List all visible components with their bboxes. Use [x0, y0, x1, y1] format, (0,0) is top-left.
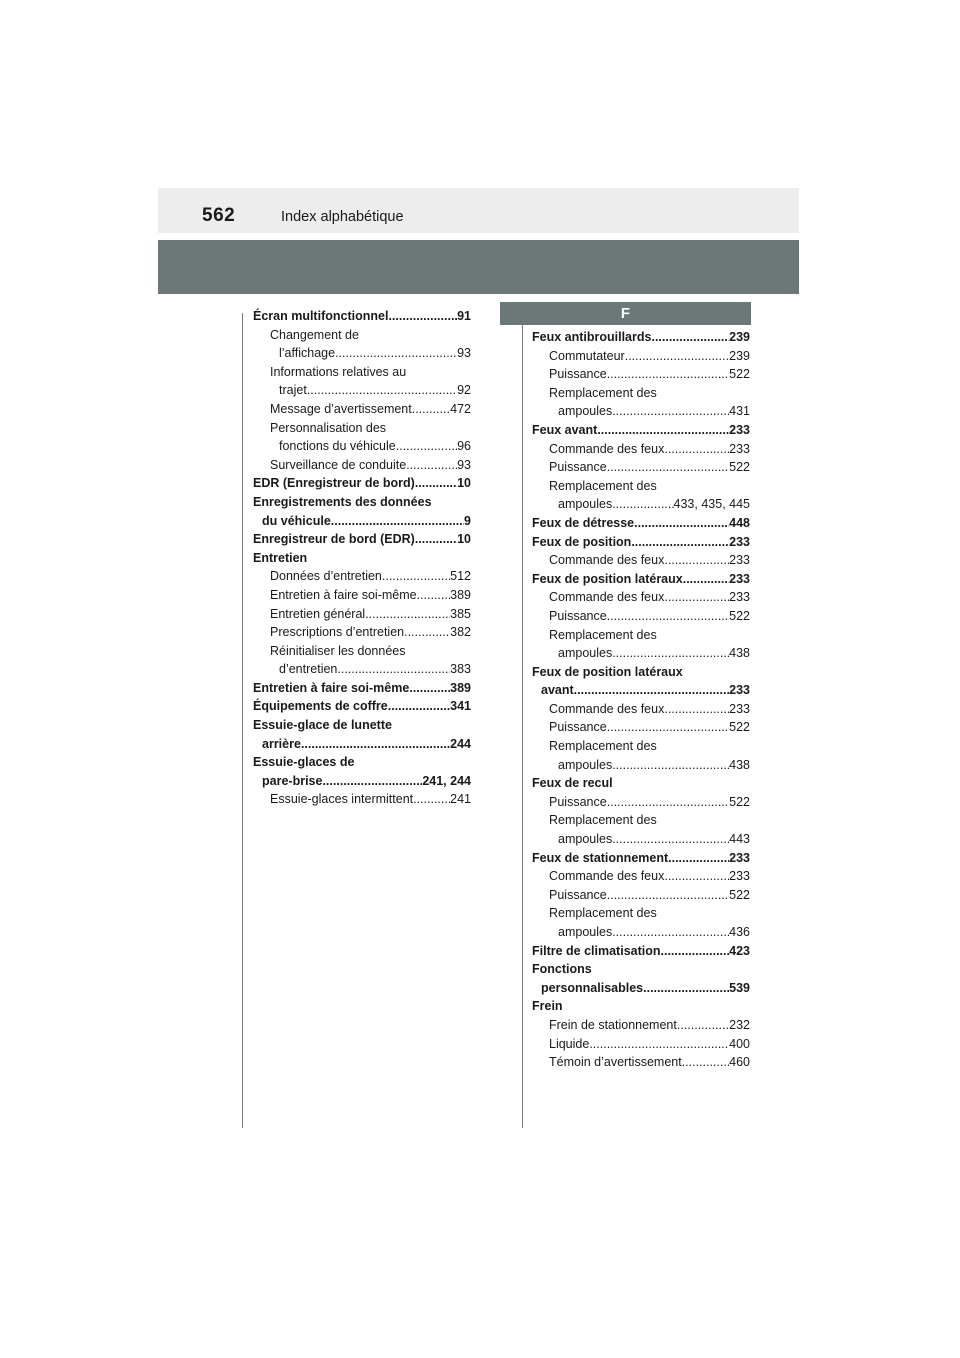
dot-leader	[301, 735, 450, 754]
index-entry-page: 92	[457, 383, 471, 398]
index-entry-page: 233	[729, 571, 750, 586]
index-entry-page: 91	[457, 309, 471, 323]
dot-leader	[607, 607, 729, 626]
index-entry-label: Frein	[532, 999, 563, 1014]
index-entry	[532, 570, 750, 589]
index-entry-page: 382	[450, 625, 471, 640]
index-entry-label: Feux avant	[532, 422, 598, 437]
dot-leader	[589, 1035, 729, 1054]
index-entry-page: 522	[729, 367, 750, 382]
index-entry-label: Témoin d’avertissement	[549, 1055, 682, 1070]
index-entry-page: 96	[457, 439, 471, 454]
index-entry	[532, 960, 750, 979]
index-entry-label: Personnalisation des	[270, 420, 387, 435]
index-entry-page: 244	[450, 736, 471, 751]
index-entry	[253, 307, 471, 326]
index-entry-page: 233	[729, 590, 750, 605]
index-entry-label: Message d’avertissement	[270, 401, 412, 416]
dot-leader	[612, 644, 729, 663]
index-entry	[253, 549, 471, 568]
index-entry-page: 539	[729, 980, 750, 995]
index-entry-page: 431	[729, 404, 750, 419]
dot-leader	[664, 700, 729, 719]
index-entry-page: 9	[464, 513, 471, 528]
index-entry	[532, 533, 750, 552]
index-entry-label: Commande des feux	[549, 441, 665, 456]
index-entry-page: 233	[729, 553, 750, 568]
index-entry-page: 233	[729, 441, 750, 456]
dot-leader	[412, 400, 450, 419]
dot-leader	[612, 830, 729, 849]
index-entry	[532, 681, 750, 700]
index-entry	[532, 477, 750, 496]
index-entry	[253, 772, 471, 791]
index-entry-page: 512	[450, 569, 471, 584]
index-entry-page: 436	[729, 925, 750, 939]
index-entry-label: Puissance	[549, 720, 607, 735]
dot-leader	[607, 365, 729, 384]
dot-leader	[664, 588, 729, 607]
index-entry	[532, 365, 750, 384]
index-entry	[253, 586, 471, 605]
dot-leader	[661, 942, 730, 961]
index-entry	[532, 440, 750, 459]
dot-leader	[409, 679, 450, 698]
index-entry-label: Frein de stationnement	[549, 1017, 677, 1032]
index-entry	[532, 793, 750, 812]
dot-leader	[607, 458, 729, 477]
index-entry-page: 241	[450, 792, 471, 807]
index-entry	[253, 344, 471, 363]
index-entry-label: Remplacement des	[549, 813, 657, 828]
dot-leader	[406, 456, 457, 475]
index-entry	[253, 400, 471, 419]
index-entry-label: Prescriptions d’entretien	[270, 625, 405, 640]
index-entry	[532, 979, 750, 998]
index-entry	[253, 437, 471, 456]
index-entry-page: 10	[457, 532, 471, 547]
dot-leader	[664, 551, 729, 570]
index-entry-page: 233	[729, 701, 750, 716]
index-entry-page: 239	[729, 330, 750, 344]
header-band	[158, 188, 799, 233]
dot-leader	[625, 347, 729, 366]
index-entry	[532, 923, 750, 942]
dot-leader	[415, 474, 457, 493]
dot-leader	[413, 790, 450, 809]
index-entry-label: ampoules	[558, 832, 613, 847]
index-entry	[253, 474, 471, 493]
index-entry	[253, 512, 471, 531]
index-entry-page: 438	[729, 646, 750, 661]
index-entry-label: fonctions du véhicule	[279, 439, 396, 454]
index-entry	[253, 660, 471, 679]
index-entry-label: Feux de position latéraux	[532, 664, 683, 679]
dot-leader	[612, 756, 729, 775]
index-entry-label: Essuie-glaces intermittent	[270, 792, 414, 807]
section-letter-tab: F	[500, 302, 751, 325]
index-entry-page: 472	[450, 401, 471, 416]
index-entry	[253, 419, 471, 438]
index-entry-label: Feux de position	[532, 534, 632, 549]
index-entry	[532, 830, 750, 849]
index-entry	[532, 588, 750, 607]
index-entry-label: Feux de détresse	[532, 515, 635, 530]
index-entry-page: 93	[457, 346, 471, 361]
index-entry-page: 460	[729, 1055, 750, 1070]
index-entry-label: avant	[541, 683, 574, 698]
dot-leader	[335, 344, 457, 363]
index-entry-label: Remplacement des	[549, 627, 657, 642]
index-entry-label: l’affichage	[279, 346, 336, 361]
index-entry	[532, 811, 750, 830]
dot-leader	[382, 567, 450, 586]
page-title: Index alphabétique	[281, 209, 404, 225]
column-divider-middle	[522, 313, 523, 1128]
index-entry-page: 10	[457, 476, 471, 491]
index-entry-label: Puissance	[549, 608, 607, 623]
dot-leader	[683, 570, 729, 589]
index-entry-page: 400	[729, 1036, 750, 1051]
dot-leader	[607, 886, 729, 905]
index-entry	[532, 402, 750, 421]
dot-leader	[404, 623, 450, 642]
index-entry-page: 438	[729, 757, 750, 772]
index-entry-label: Informations relatives au	[270, 364, 407, 379]
index-entry-label: Entretien à faire soi-même	[270, 587, 417, 602]
index-entry	[253, 623, 471, 642]
dot-leader	[668, 849, 729, 868]
index-entry	[532, 421, 750, 440]
index-entry-label: Puissance	[549, 887, 607, 902]
index-entry-label: Feux de recul	[532, 776, 613, 791]
index-entry	[532, 756, 750, 775]
index-entry-page: 233	[729, 869, 750, 884]
index-entry-page: 383	[450, 662, 471, 677]
index-entry-label: pare-brise	[262, 773, 323, 788]
index-entry-label: ampoules	[558, 404, 613, 419]
page-number: 562	[202, 205, 236, 226]
dot-leader	[651, 328, 729, 347]
index-entry-label: Entretien à faire soi-même	[253, 680, 410, 695]
index-entry	[532, 849, 750, 868]
index-entry	[532, 1016, 750, 1035]
index-entry-page: 233	[729, 683, 750, 698]
index-entry-page: 433, 435, 445	[673, 497, 750, 512]
index-entry	[532, 942, 750, 961]
index-entry	[253, 716, 471, 735]
dot-leader	[612, 402, 729, 421]
index-entry-label: Entretien général	[270, 606, 366, 621]
index-entry-label: Écran multifonctionnel	[253, 309, 389, 323]
index-entry-label: arrière	[262, 736, 301, 751]
index-entry	[253, 753, 471, 772]
index-entry-label: personnalisables	[541, 980, 644, 995]
dot-leader	[607, 793, 729, 812]
index-entry	[532, 514, 750, 533]
index-entry	[253, 326, 471, 345]
dot-leader	[307, 381, 457, 400]
index-entry	[253, 735, 471, 754]
index-entry	[253, 530, 471, 549]
index-entry	[253, 605, 471, 624]
index-entry-label: du véhicule	[262, 513, 331, 528]
dot-leader	[415, 530, 457, 549]
index-entry	[532, 663, 750, 682]
dot-leader	[322, 772, 422, 791]
index-entry	[532, 1053, 750, 1072]
index-entry	[532, 626, 750, 645]
index-entry-page: 232	[729, 1017, 750, 1032]
index-entry-label: Remplacement des	[549, 385, 657, 400]
index-entry-label: Enregistrements des données	[253, 494, 432, 509]
index-entry-label: Essuie-glace de lunette	[253, 718, 392, 733]
index-entry-page: 239	[729, 348, 750, 363]
dot-leader	[664, 867, 729, 886]
dot-leader	[388, 697, 450, 716]
index-entry	[532, 384, 750, 403]
index-entry-label: Fonctions	[532, 962, 592, 977]
dot-leader	[612, 923, 729, 942]
index-entry	[253, 642, 471, 661]
index-entry-page: 443	[729, 832, 750, 847]
index-entry	[532, 1035, 750, 1054]
index-entry-label: Équipements de coffre	[253, 699, 388, 714]
index-entry-page: 448	[729, 515, 750, 530]
index-entry-label: Liquide	[549, 1036, 590, 1051]
index-entry-page: 522	[729, 794, 750, 809]
dot-leader	[607, 718, 729, 737]
index-entry-label: Puissance	[549, 460, 607, 475]
index-entry	[253, 381, 471, 400]
index-entry-label: Essuie-glaces de	[253, 755, 355, 770]
dot-leader	[631, 533, 729, 552]
index-entry-label: ampoules	[558, 925, 613, 939]
dot-leader	[612, 495, 673, 514]
index-entry	[532, 867, 750, 886]
dot-leader	[388, 307, 457, 326]
index-entry	[253, 567, 471, 586]
index-entry	[532, 644, 750, 663]
index-entry-label: Commande des feux	[549, 553, 665, 568]
index-entry-label: Feux antibrouillards	[532, 330, 652, 344]
dot-leader	[634, 514, 729, 533]
dot-leader	[331, 512, 464, 531]
dot-leader	[664, 440, 729, 459]
index-entry-page: 341	[450, 699, 471, 714]
index-entry-label: ampoules	[558, 757, 613, 772]
index-entry-label: Puissance	[549, 367, 607, 382]
index-entry-page: 233	[729, 422, 750, 437]
index-entry-label: Entretien	[253, 550, 308, 565]
index-entry	[253, 697, 471, 716]
index-entry-page: 522	[729, 887, 750, 902]
section-band	[158, 240, 799, 294]
column-divider-left	[242, 313, 243, 1128]
index-entry	[253, 363, 471, 382]
index-entry	[532, 737, 750, 756]
index-entry-page: 423	[729, 943, 750, 958]
dot-leader	[337, 660, 450, 679]
index-entry-label: EDR (Enregistreur de bord)	[253, 476, 415, 491]
index-entry-page: 233	[729, 850, 750, 865]
index-entry-label: Surveillance de conduite	[270, 457, 407, 472]
index-entry-page: 385	[450, 606, 471, 621]
index-entry-label: Enregistreur de bord (EDR)	[253, 532, 415, 547]
index-entry-page: 522	[729, 720, 750, 735]
index-entry	[532, 886, 750, 905]
index-column-left	[253, 307, 471, 809]
index-column-right	[532, 328, 750, 1072]
index-entry-label: d’entretien	[279, 662, 338, 677]
index-entry	[532, 328, 750, 347]
index-entry-label: Commutateur	[549, 348, 625, 363]
dot-leader	[365, 605, 450, 624]
index-entry-label: Filtre de climatisation	[532, 943, 661, 958]
index-entry	[532, 551, 750, 570]
index-entry	[532, 700, 750, 719]
index-entry-label: Puissance	[549, 794, 607, 809]
index-entry-page: 522	[729, 608, 750, 623]
index-entry	[532, 904, 750, 923]
index-entry	[532, 495, 750, 514]
index-entry-page: 93	[457, 457, 471, 472]
index-entry	[532, 607, 750, 626]
index-entry-label: Commande des feux	[549, 869, 665, 884]
index-entry-page: 389	[450, 587, 471, 602]
dot-leader	[597, 421, 729, 440]
index-entry-page: 233	[729, 534, 750, 549]
index-entry-label: Remplacement des	[549, 906, 657, 921]
index-entry	[253, 456, 471, 475]
index-entry-label: Réinitialiser les données	[270, 643, 406, 658]
index-entry-label: ampoules	[558, 497, 613, 512]
index-entry-label: Commande des feux	[549, 701, 665, 716]
index-entry	[532, 458, 750, 477]
index-entry-page: 389	[450, 680, 471, 695]
index-entry-label: Commande des feux	[549, 590, 665, 605]
index-entry-label: Feux de position latéraux	[532, 571, 683, 586]
index-entry	[532, 718, 750, 737]
dot-leader	[574, 681, 729, 700]
index-entry	[253, 679, 471, 698]
index-entry-label: Remplacement des	[549, 739, 657, 754]
index-entry-label: Changement de	[270, 327, 359, 342]
dot-leader	[396, 437, 457, 456]
index-entry	[532, 997, 750, 1016]
index-entry	[253, 790, 471, 809]
index-entry-label: Données d’entretien	[270, 569, 382, 584]
dot-leader	[417, 586, 451, 605]
index-entry	[532, 347, 750, 366]
dot-leader	[677, 1016, 729, 1035]
index-entry-label: trajet	[279, 383, 307, 398]
index-entry-label: Feux de stationnement	[532, 850, 669, 865]
index-entry-page: 522	[729, 460, 750, 475]
index-entry-label: Remplacement des	[549, 478, 657, 493]
index-entry	[532, 774, 750, 793]
dot-leader	[643, 979, 729, 998]
index-entry-label: ampoules	[558, 646, 613, 661]
index-entry	[253, 493, 471, 512]
index-entry-page: 241, 244	[422, 773, 471, 788]
dot-leader	[682, 1053, 729, 1072]
